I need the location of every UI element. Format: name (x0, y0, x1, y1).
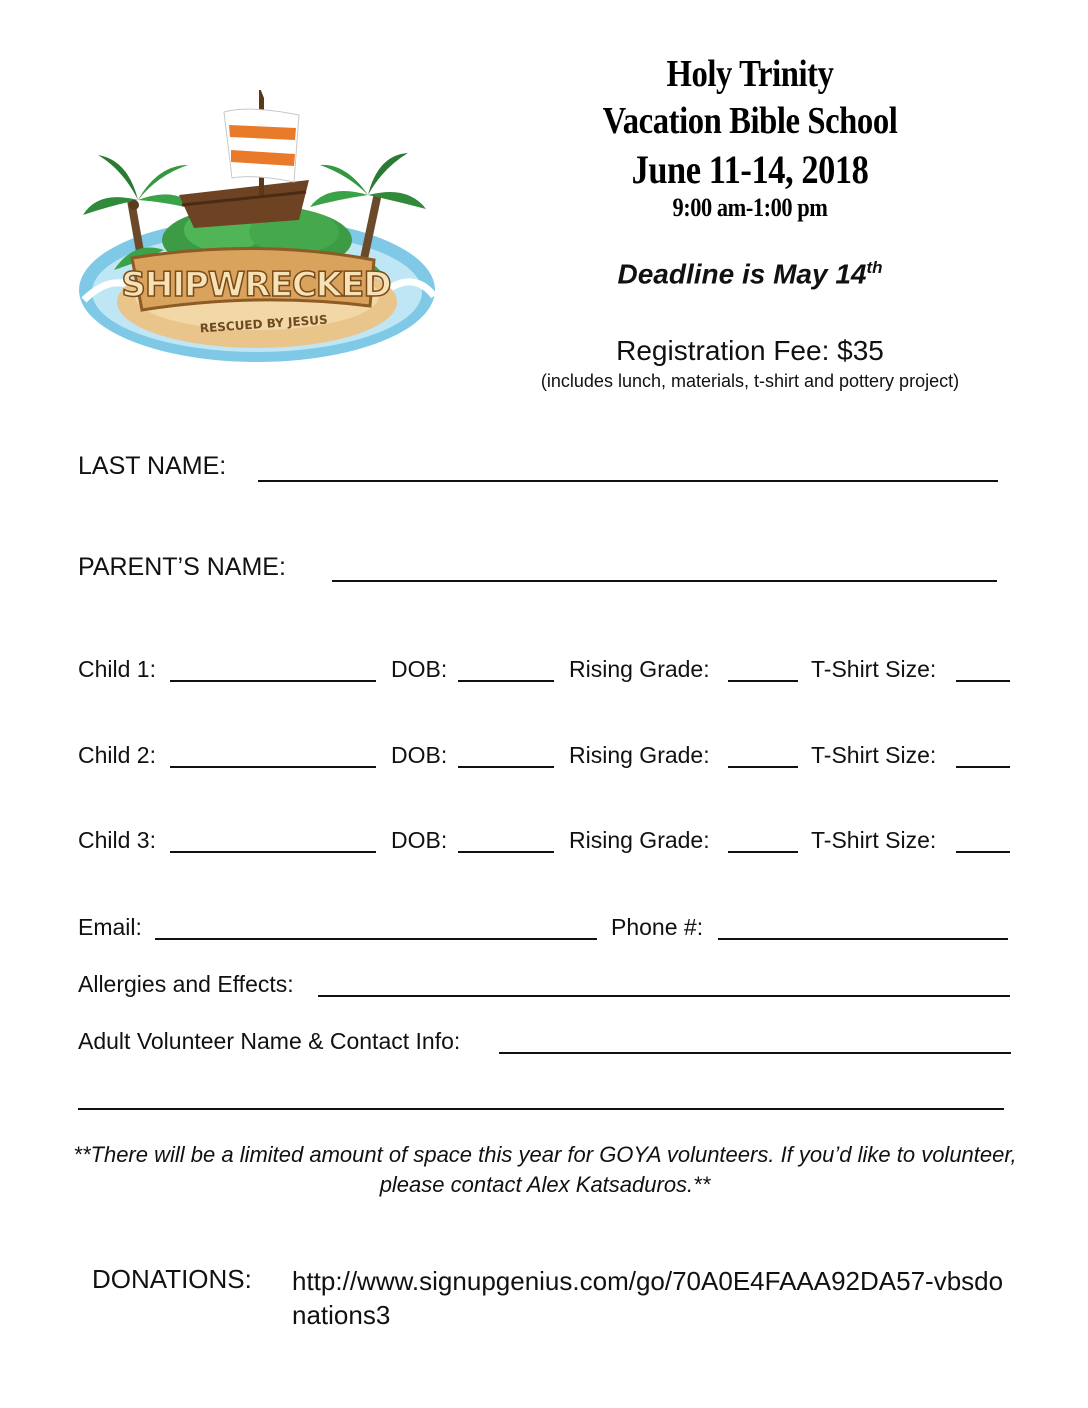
parent-name-field[interactable] (332, 580, 997, 582)
child-3-grade-field[interactable] (728, 851, 798, 853)
child-2-tshirt-field[interactable] (956, 766, 1010, 768)
deadline-text: Deadline is May 14 (617, 258, 867, 290)
child-3-tshirt-field[interactable] (956, 851, 1010, 853)
phone-field[interactable] (718, 938, 1008, 940)
registration-fee: Registration Fee: $35 (616, 335, 884, 366)
child-1-grade-label: Rising Grade: (569, 656, 710, 682)
event-time: 9:00 am-1:00 pm (672, 193, 828, 222)
volunteer-field-continued[interactable] (78, 1108, 1004, 1110)
last-name-field[interactable] (258, 480, 998, 482)
volunteer-field[interactable] (499, 1052, 1011, 1054)
email-label: Email: (78, 914, 142, 940)
event-title: Vacation Bible School (602, 100, 898, 142)
last-name-label: LAST NAME: (78, 452, 227, 480)
child-1-dob-label: DOB: (391, 656, 448, 682)
child-3-dob-label: DOB: (391, 827, 448, 853)
logo-tagline: RESCUED BY JESUS (199, 312, 329, 336)
allergies-label: Allergies and Effects: (78, 971, 294, 997)
child-1-label: Child 1: (78, 656, 156, 682)
child-2-dob-label: DOB: (391, 742, 448, 768)
child-2-label: Child 2: (78, 742, 156, 768)
volunteer-note: **There will be a limited amount of space this year for GOYA volunteers. If you’d like to volunteer, please contact Alex Katsaduros.** (73, 1142, 1017, 1197)
shipwrecked-logo (74, 70, 440, 375)
child-3-dob-field[interactable] (458, 851, 554, 853)
child-2-grade-label: Rising Grade: (569, 742, 710, 768)
registration-deadline (520, 258, 980, 290)
child-3-name-field[interactable] (170, 851, 376, 853)
child-1-tshirt-field[interactable] (956, 680, 1010, 682)
church-name: Holy Trinity (666, 53, 834, 95)
donations-label: DONATIONS: (92, 1264, 252, 1294)
svg-text:SHIPWRECKED: SHIPWRECKED (121, 265, 391, 305)
child-1-name-field[interactable] (170, 680, 376, 682)
shipwreck-ship (179, 82, 309, 228)
child-1-dob-field[interactable] (458, 680, 554, 682)
shipwrecked-wordmark (121, 248, 390, 310)
parent-name-label: PARENT’S NAME: (78, 553, 286, 581)
child-3-grade-label: Rising Grade: (569, 827, 710, 853)
phone-label: Phone #: (611, 914, 704, 940)
email-field[interactable] (155, 938, 597, 940)
child-2-name-field[interactable] (170, 766, 376, 768)
child-2-tshirt-label: T-Shirt Size: (811, 742, 937, 768)
child-2-dob-field[interactable] (458, 766, 554, 768)
donations-link[interactable]: http://www.signupgenius.com/go/70A0E4FAAA92DA57-vbsdonations3 (292, 1266, 1004, 1330)
deadline-suffix: th (866, 258, 883, 277)
child-1-tshirt-label: T-Shirt Size: (811, 656, 937, 682)
child-2-grade-field[interactable] (728, 766, 798, 768)
event-dates: June 11-14, 2018 (631, 147, 869, 192)
child-3-tshirt-label: T-Shirt Size: (811, 827, 937, 853)
child-1-grade-field[interactable] (728, 680, 798, 682)
allergies-field[interactable] (318, 995, 1010, 997)
registration-fee-note: (includes lunch, materials, t-shirt and pottery project) (540, 371, 960, 391)
volunteer-label: Adult Volunteer Name & Contact Info: (78, 1028, 461, 1054)
child-3-label: Child 3: (78, 827, 156, 853)
